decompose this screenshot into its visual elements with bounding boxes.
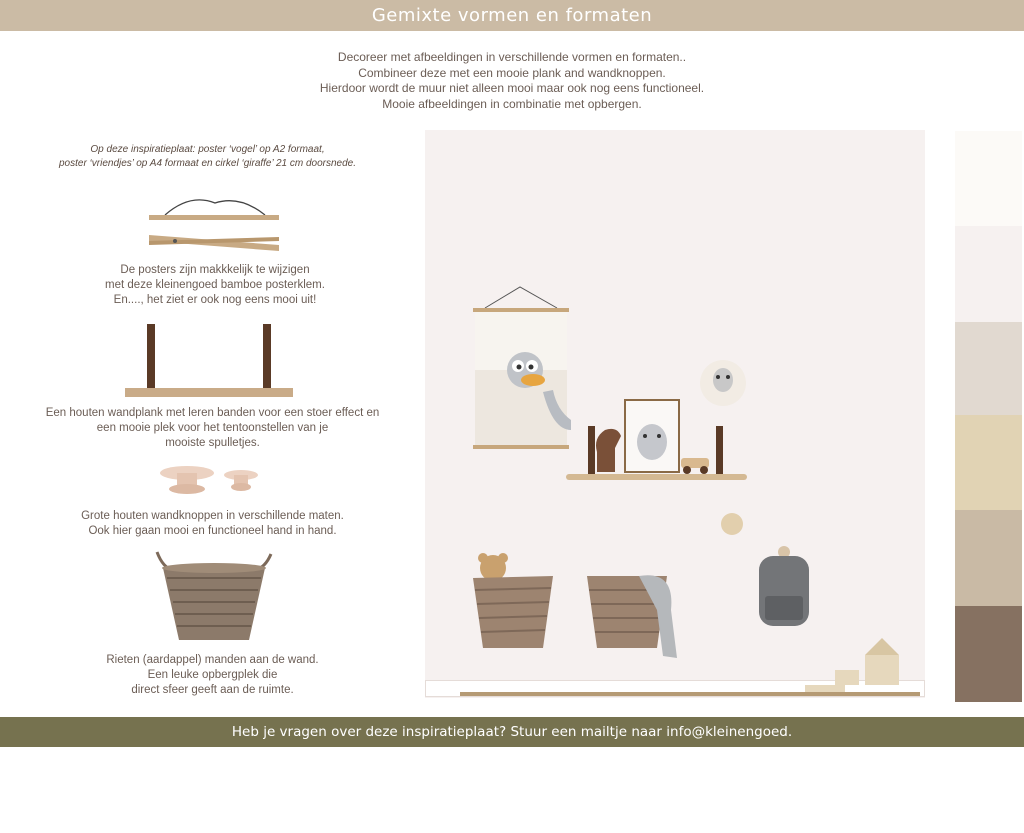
poster-vogel <box>473 287 571 449</box>
palette-swatch <box>955 226 1022 322</box>
caption-line: De posters zijn makkkelijk te wijzigen <box>120 264 310 276</box>
wandknoppen-image <box>155 465 265 505</box>
intro-text <box>262 50 762 112</box>
intro-line: Decoreer met afbeeldingen in verschillende vormen en formaten.. <box>337 50 687 64</box>
palette-swatch <box>955 322 1022 415</box>
caption-line: Rieten (aardappel) manden aan de wand. <box>106 654 319 666</box>
manden-caption <box>40 653 385 698</box>
intro-line: Combineer deze met een mooie plank and wandknoppen. <box>358 65 666 80</box>
wandplank-caption <box>20 406 405 451</box>
header-bar <box>0 0 1024 31</box>
palette-swatch <box>955 415 1022 510</box>
caption-line: Een houten wandplank met leren banden voor een stoer effect en <box>45 407 380 419</box>
note-line: poster ‘vriendjes’ op A4 formaat en cirkel ‘giraffe’ 21 cm doorsnede. <box>58 158 356 169</box>
palette-swatch <box>955 131 1022 226</box>
caption-line: Ook hier gaan mooi en functioneel hand in hand. <box>88 525 337 537</box>
page-title: Gemixte vormen en formaten <box>371 5 653 26</box>
palette-swatch <box>955 510 1022 606</box>
palette-swatch <box>955 606 1022 702</box>
caption-line: Een leuke opbergplek die <box>147 669 278 681</box>
wandplank-image <box>125 322 295 402</box>
caption-line: een mooie plek voor het tentoonstellen van je <box>96 422 329 434</box>
mand-image <box>153 548 275 648</box>
inspiration-note <box>20 143 395 171</box>
note-line: Op deze inspiratieplaat: poster ‘vogel’ op A2 formaat, <box>90 144 325 155</box>
posterklem-image <box>145 195 285 255</box>
intro-line: Hierdoor wordt de muur niet alleen mooi maar ook nog eens functioneel. <box>319 81 705 95</box>
footer-bar <box>0 717 1024 747</box>
wandknoppen-caption <box>30 509 395 539</box>
posterklem-caption <box>40 263 390 308</box>
caption-line: mooiste spulletjes. <box>165 437 260 449</box>
intro-line: Mooie afbeeldingen in combinatie met opbergen. <box>382 96 642 111</box>
footer-text: Heb je vragen over deze inspiratieplaat? Stuur een mailtje naar info@kleinengoed. <box>231 724 793 740</box>
caption-line: Grote houten wandknoppen in verschillende maten. <box>81 510 344 522</box>
wall-scene <box>425 130 925 698</box>
caption-line: direct sfeer geeft aan de ruimte. <box>131 684 294 696</box>
caption-line: met deze kleinengoed bamboe posterklem. <box>105 279 325 291</box>
caption-line: En...., het ziet er ook nog eens mooi uit! <box>113 294 317 306</box>
